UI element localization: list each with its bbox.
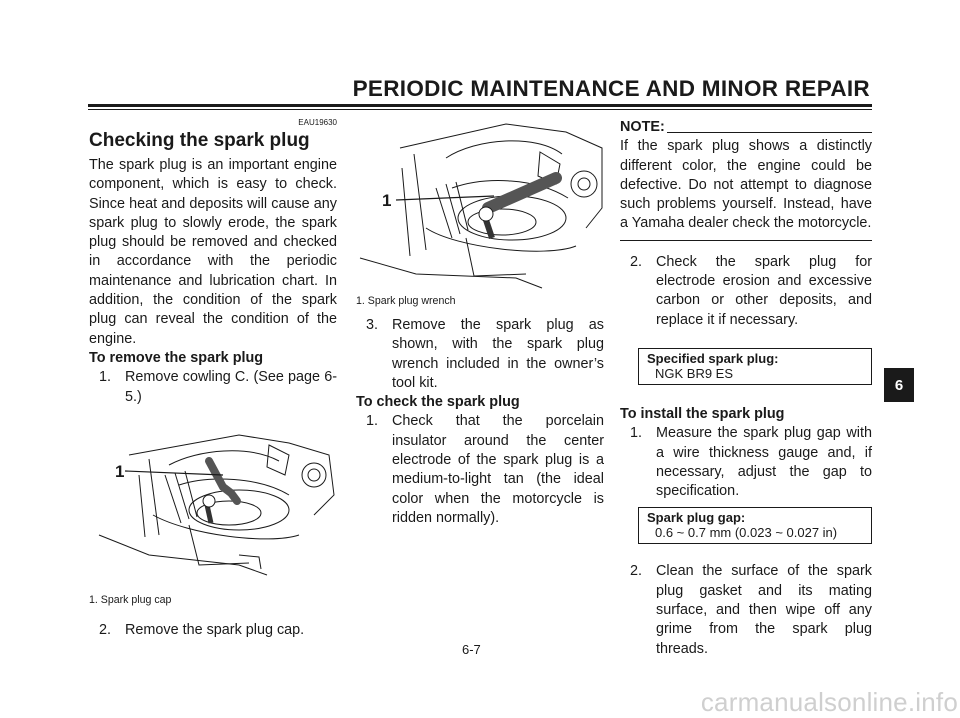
check-heading: To check the spark plug bbox=[356, 394, 520, 411]
figure2-caption: 1. Spark plug wrench bbox=[356, 295, 456, 307]
note-rule bbox=[667, 132, 872, 133]
spec-box-gap bbox=[638, 507, 872, 544]
spec-box-spark-plug bbox=[638, 348, 872, 385]
note-end-rule bbox=[620, 240, 872, 241]
remove-step-3 bbox=[356, 316, 604, 393]
remove-step-1 bbox=[89, 368, 337, 407]
step-number: 3. bbox=[366, 317, 379, 333]
step-number: 1. bbox=[366, 413, 379, 430]
step-number: 2. bbox=[630, 253, 643, 270]
check-step-1 bbox=[356, 412, 604, 528]
section-heading: Checking the spark plug bbox=[89, 130, 310, 151]
note-label: NOTE: bbox=[620, 119, 665, 135]
step-number: 1. bbox=[630, 425, 643, 442]
step-text: Check that the porcelain insulator around the center electrode of the spark plug is a medium-to-light tan (the ideal color when the motorcycle is ridden normally). bbox=[392, 413, 604, 526]
section-code: EAU19630 bbox=[298, 118, 337, 127]
note-header bbox=[620, 118, 872, 137]
column-right bbox=[620, 118, 872, 659]
remove-step-2 bbox=[89, 621, 337, 640]
remove-heading: To remove the spark plug bbox=[89, 349, 264, 366]
check-step-2 bbox=[620, 253, 872, 330]
section-tab[interactable]: 6 bbox=[884, 368, 914, 402]
engine-illustration-2 bbox=[356, 118, 604, 290]
step-number: 1. bbox=[99, 369, 112, 386]
page-number: 6-7 bbox=[462, 642, 481, 657]
install-step-2 bbox=[620, 562, 872, 658]
install-heading: To install the spark plug bbox=[620, 405, 785, 422]
spec-label: Specified spark plug: bbox=[647, 350, 779, 366]
watermark: carmanualsonline.info bbox=[700, 687, 958, 717]
engine-illustration-1 bbox=[89, 415, 337, 591]
step-text: Check the spark plug for electrode erosion and excessive carbon or other deposits, and replace it if necessary. bbox=[656, 253, 872, 328]
figure-spark-plug-wrench bbox=[356, 118, 604, 290]
note-text: If the spark plug shows a distinctly different color, the engine could be defective. Do not attempt to diagnose such problems yourself. Instead, have a Yamaha dealer check the motorcycle. bbox=[620, 138, 872, 232]
spec-label: Spark plug gap: bbox=[647, 510, 746, 526]
intro-paragraph: The spark plug is an important engine component, which is easy to check. Since heat and deposits will cause any spark plug to slowly erode, the spark plug should be removed and checked in accordance with the periodic maintenance and lubrication chart. In addition, the condition of the spark plug can reveal the condition of the engine. bbox=[89, 157, 337, 347]
step-text: Remove the spark plug as shown, with the spark plug wrench included in the owner’s tool kit. bbox=[392, 317, 604, 391]
figure-spark-plug-cap bbox=[89, 415, 337, 591]
figure1-callout: 1 bbox=[115, 461, 125, 481]
header-rule-thin bbox=[88, 109, 872, 110]
spec-value: 0.6 ~ 0.7 mm (0.023 ~ 0.027 in) bbox=[655, 525, 838, 541]
spec-value: NGK BR9 ES bbox=[655, 365, 734, 381]
page-header-title: PERIODIC MAINTENANCE AND MINOR REPAIR bbox=[352, 76, 870, 101]
step-number: 2. bbox=[630, 563, 643, 580]
step-number: 2. bbox=[99, 621, 112, 638]
step-text: Measure the spark plug gap with a wire thickness gauge and, if necessary, adjust the gap to specification. bbox=[656, 425, 872, 500]
install-step-1 bbox=[620, 424, 872, 501]
step-text: Clean the surface of the spark plug gasket and its mating surface, and then wipe off any grime from the spark plug threads. bbox=[656, 563, 872, 657]
column-left bbox=[89, 118, 337, 640]
figure1-caption: 1. Spark plug cap bbox=[89, 593, 172, 606]
header-rule bbox=[88, 104, 872, 107]
column-middle bbox=[356, 118, 604, 528]
step-text: Remove cowling C. (See page 6-5.) bbox=[125, 369, 337, 405]
step-text: Remove the spark plug cap. bbox=[125, 621, 305, 638]
figure2-callout: 1 bbox=[382, 191, 392, 210]
